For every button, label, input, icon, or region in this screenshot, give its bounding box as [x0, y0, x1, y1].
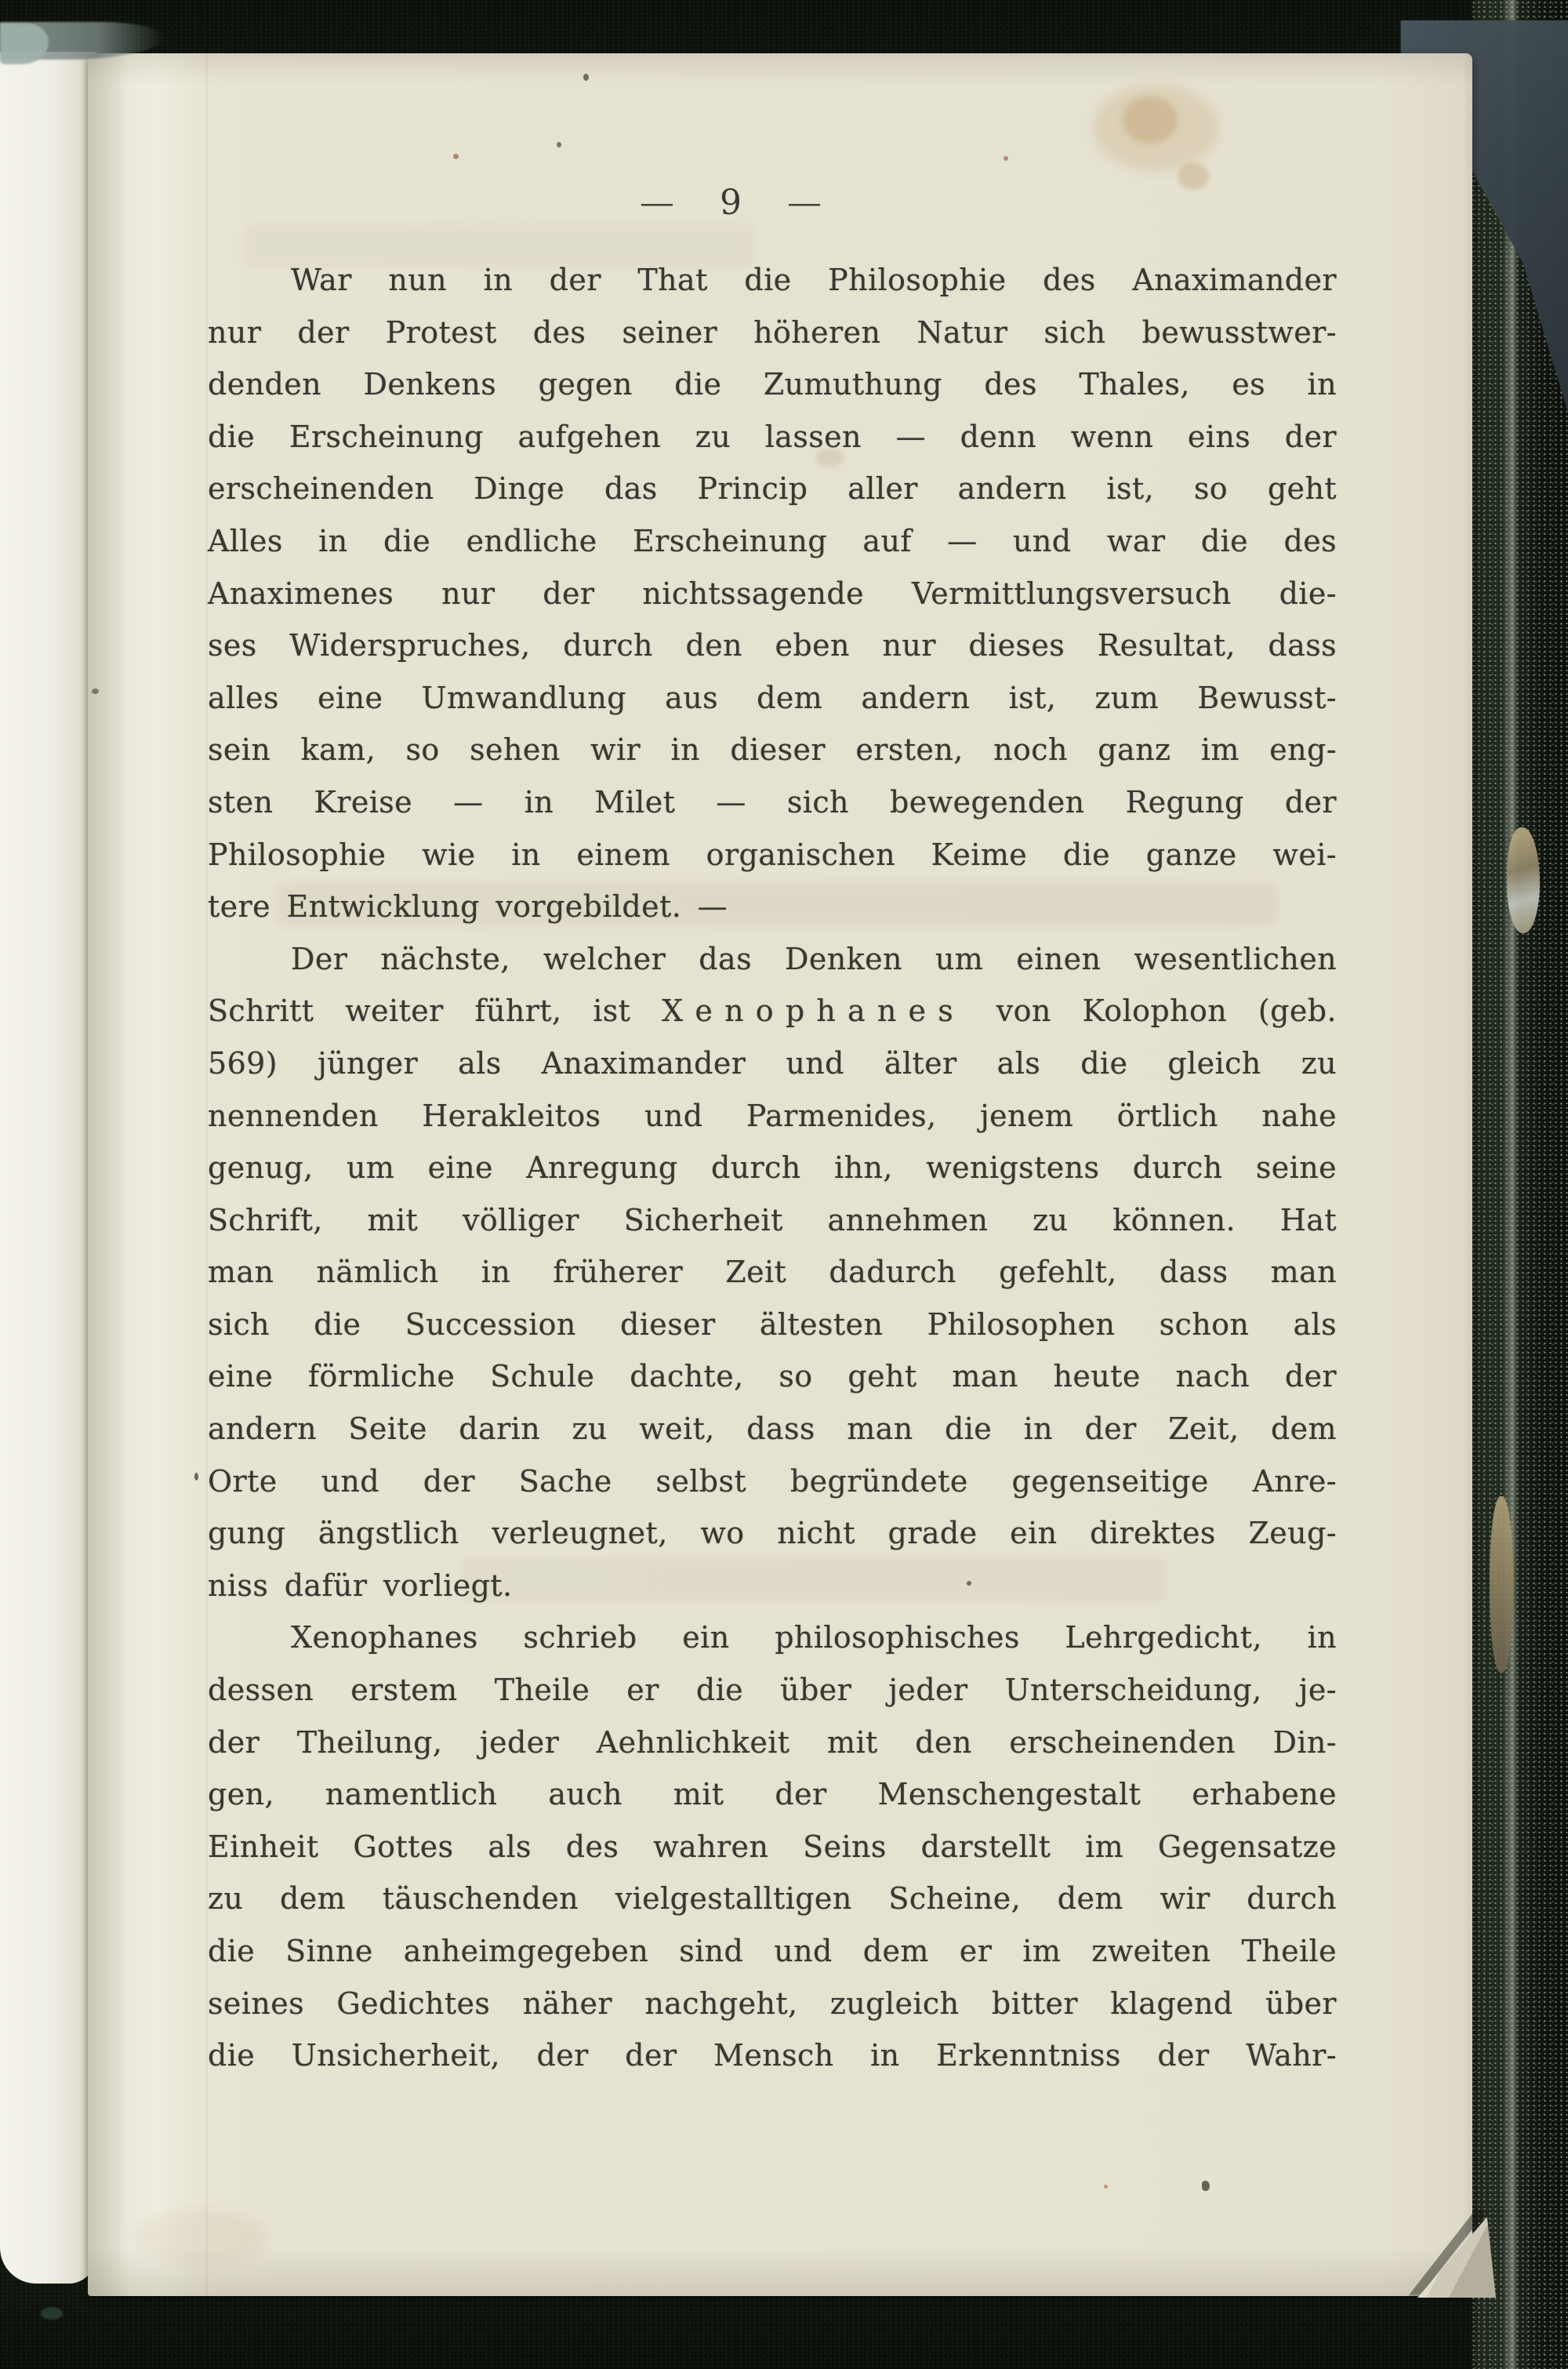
paper-speck — [1202, 2181, 1210, 2191]
text-line — [208, 1507, 1337, 1560]
text-line — [208, 672, 1337, 725]
text-line — [208, 2029, 1337, 2082]
text-segment: Anaximenes nur der nichtssagende Vermittlungsversuch die- — [208, 576, 1337, 611]
paper-speck — [1104, 2185, 1108, 2189]
text-line — [208, 1455, 1337, 1508]
text-line — [208, 985, 1337, 1037]
text-segment: gen, namentlich auch mit der Menschengestalt erhabene — [208, 1777, 1337, 1812]
paper-speck — [1004, 156, 1008, 161]
text-line — [208, 1560, 1337, 1612]
text-line — [208, 1090, 1337, 1143]
text-segment: alles eine Umwandlung aus dem andern ist, zum Bewusst- — [208, 680, 1337, 715]
text-line — [208, 515, 1337, 568]
text-line — [208, 1299, 1337, 1351]
text-line — [208, 358, 1337, 411]
text-segment: Schrift, mit völliger Sicherheit annehmen zu können. Hat — [208, 1202, 1337, 1237]
text-line — [208, 568, 1337, 620]
text-line — [208, 829, 1337, 881]
text-segment: Orte und der Sache selbst begründete gegenseitige Anre- — [208, 1463, 1337, 1499]
header-rule-right: — — [787, 185, 822, 220]
text-segment: sten Kreise — in Milet — sich bewegenden Regung der — [208, 784, 1337, 819]
text-segment: die Unsicherheit, der der Mensch in Erkenntniss der Wahr- — [208, 2038, 1337, 2073]
paper-speck — [557, 142, 561, 147]
text-line — [208, 463, 1337, 515]
text-segment: zu dem täuschenden vielgestalltigen Scheine, dem wir durch — [208, 1881, 1337, 1917]
text-line — [208, 254, 1337, 307]
text-segment: War nun in der That die Philosophie des Anaximander — [291, 263, 1337, 297]
text-segment: Der nächste, welcher das Denken um einen wesentlichen — [291, 941, 1337, 976]
book-page — [88, 53, 1472, 2296]
text-segment: nur der Protest des seiner höheren Natur sich bewusstwer- — [208, 314, 1337, 350]
cover-worn-patch-lower — [1490, 1496, 1513, 1673]
text-line — [208, 1768, 1337, 1821]
text-segment: eine förmliche Schule dachte, so geht man heute nach der — [208, 1359, 1337, 1394]
text-segment: die Sinne anheimgegeben sind und dem er im zweiten Theile — [208, 1934, 1337, 1968]
text-segment: die Erscheinung aufgehen zu lassen — denn wenn eins der — [208, 419, 1337, 454]
text-line — [208, 1611, 1337, 1664]
text-segment: Alles in die endliche Erscheinung auf — und war die des — [208, 523, 1337, 558]
text-segment: von Kolophon (geb. — [964, 994, 1337, 1029]
text-segment: Xenophanes schrieb ein philosophisches Lehrgedicht, in — [291, 1620, 1337, 1655]
text-line — [208, 1925, 1337, 1978]
paper-speck — [194, 1473, 198, 1481]
text-segment: Philosophie wie in einem organischen Keime die ganze wei- — [208, 837, 1337, 872]
text-segment: erscheinenden Dinge das Princip aller andern ist, so geht — [208, 471, 1337, 507]
text-segment: man nämlich in früherer Zeit dadurch gefehlt, dass man — [208, 1255, 1337, 1290]
text-line — [208, 1246, 1337, 1299]
text-line — [208, 1142, 1337, 1194]
text-line — [208, 881, 1337, 933]
foxing-stain — [1123, 96, 1178, 144]
text-segment: tere Entwicklung vorgebildet. — — [208, 889, 728, 925]
text-line — [208, 776, 1337, 829]
text-segment: gung ängstlich verleugnet, wo nicht grade ein direktes Zeug- — [208, 1516, 1337, 1551]
page-text-block — [208, 254, 1337, 2082]
text-segment: Schritt weiter führt, ist — [208, 994, 662, 1029]
text-segment: dessen erstem Theile er die über jeder Unterscheidung, je- — [208, 1673, 1337, 1708]
paper-speck — [453, 154, 459, 159]
cover-worn-patch-upper — [1507, 827, 1540, 933]
previous-page-edge — [0, 52, 96, 2284]
text-segment: niss dafür vorliegt. — [208, 1568, 513, 1603]
paper-discoloration — [135, 2210, 268, 2265]
text-segment: 569) jünger als Anaximander und älter als die gleich zu — [208, 1045, 1337, 1081]
text-segment: denden Denkens gegen die Zumuthung des Thales, es in — [208, 367, 1337, 402]
text-line — [208, 1717, 1337, 1769]
text-segment: genug, um eine Anregung durch ihn, wenigstens durch seine — [208, 1150, 1337, 1186]
header-rule-left: — — [640, 185, 674, 220]
text-line — [208, 933, 1337, 986]
text-segment: Einheit Gottes als des wahren Seins darstellt im Gegensatze — [208, 1829, 1337, 1864]
text-segment: andern Seite darin zu weit, dass man die in der Zeit, dem — [208, 1412, 1337, 1447]
text-line — [208, 307, 1337, 359]
text-line — [208, 1978, 1337, 2030]
text-line — [208, 1403, 1337, 1455]
text-line — [208, 1664, 1337, 1717]
text-segment: nennenden Herakleitos und Parmenides, jenem örtlich nahe — [208, 1098, 1337, 1133]
text-line — [208, 724, 1337, 776]
text-segment: sich die Succession dieser ältesten Philosophen schon als — [208, 1306, 1337, 1342]
page-header — [166, 177, 1295, 227]
text-line — [208, 1350, 1337, 1403]
text-segment: seines Gedichtes näher nachgeht, zugleich bitter klagend über — [208, 1986, 1337, 2021]
text-segment: sein kam, so sehen wir in dieser ersten, noch ganz im eng- — [208, 732, 1337, 768]
paper-speck — [583, 74, 589, 81]
text-segment: ses Widerspruches, durch den eben nur dieses Resultat, dass — [208, 628, 1337, 663]
text-line — [208, 1037, 1337, 1090]
text-line — [208, 620, 1337, 672]
text-line — [208, 1873, 1337, 1925]
letterspaced-name: Xenophanes — [662, 994, 965, 1029]
text-line — [208, 1821, 1337, 1873]
paper-speck — [92, 689, 99, 694]
text-line — [208, 1194, 1337, 1247]
page-number: 9 — [720, 182, 742, 223]
text-segment: der Theilung, jeder Aehnlichkeit mit den erscheinenden Din- — [208, 1724, 1337, 1760]
cover-speck — [41, 2307, 63, 2320]
text-line — [208, 411, 1337, 463]
